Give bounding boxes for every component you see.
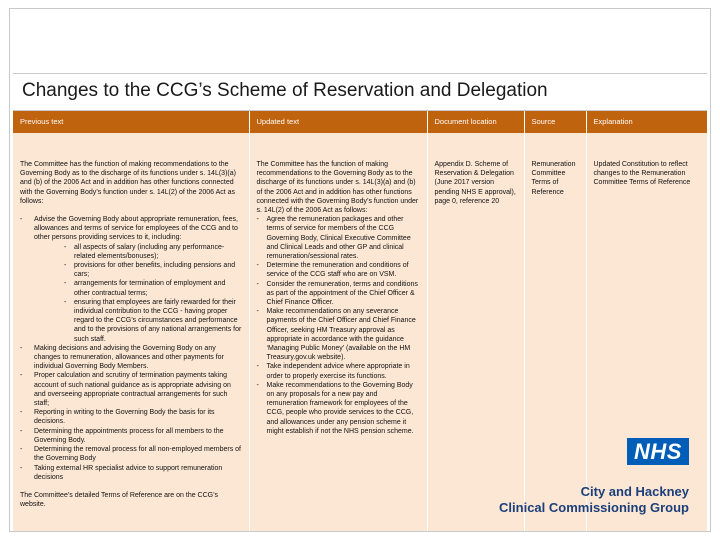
- table-header-row: [13, 111, 707, 133]
- nhs-logo: [500, 433, 705, 525]
- source-cell: Remuneration Committee Terms of Reference: [524, 133, 586, 531]
- previous-sublist: [64, 243, 243, 344]
- list-item: - Taking external HR specialist advice to support remuneration decisions: [20, 464, 243, 482]
- explanation-cell: Updated Constitution to reflect changes to the Remuneration Committee Terms of Reference: [586, 133, 707, 531]
- list-item: [20, 215, 243, 344]
- list-item: - Proper calculation and scrutiny of termination payments taking account of such national guidance as is appropriate advising on and overseeing appropriate contractual arrangements for such staff;: [20, 371, 243, 408]
- previous-text-cell: [13, 133, 249, 531]
- org-name-line2: Clinical Commissioning Group: [499, 500, 689, 515]
- list-item: - Consider the remuneration, terms and conditions as part of the appointment of the Chief Officer & Chief Finance Officer.: [257, 280, 421, 308]
- list-item: - Agree the remuneration packages and other terms of service for members of the CCG Governing Body, Clinical Executive Committee and Clinical Leads and other GP and clinical remuneration/sessional rates.: [257, 215, 421, 261]
- list-item: - all aspects of salary (including any performance-related elements/bonuses);: [64, 243, 243, 261]
- slide-title: Changes to the CCG’s Scheme of Reservation and Delegation: [22, 80, 548, 101]
- column-header-document-location: Document location: [427, 111, 524, 133]
- list-item: - Make recommendations on any severance payments of the Chief Officer and Chief Finance Officer, seeking HM Treasury approval as appropriate in accordance with the guidance ‘Managing Public Money’ (available on the HM Treasury.gov.uk website).: [257, 307, 421, 362]
- updated-intro: The Committee has the function of making recommendations to the Governing Body as to the discharge of its functions under s. 14L(3)(a) and (b) of the 2006 Act and in addition has other functions connected with the Governing Body’s function under s. 14L(2) of the 2006 Act as follows:: [256, 161, 419, 215]
- list-item: - arrangements for termination of employment and other contractual terms;: [64, 279, 243, 297]
- list-item: - Making decisions and advising the Governing Body on any changes to remuneration, allowances and other payments for individual Governing Body Members.: [20, 344, 243, 372]
- list-item: - Reporting in writing to the Governing Body the basis for its decisions.: [20, 408, 243, 426]
- previous-list: [20, 215, 243, 482]
- column-header-explanation: Explanation: [586, 111, 707, 133]
- column-header-previous-text: Previous text: [13, 111, 249, 133]
- previous-intro: The Committee has the function of making recommendations to the Governing Body as to the discharge of its functions under s. 14L(3)(a) and (b) of the 2006 Act and in addition has other functions connected with the Governing Body’s function under s. 14L(2) of the 2006 Act as follows:: [20, 161, 236, 205]
- org-name-line1: City and Hackney: [580, 484, 689, 499]
- list-item: - Take independent advice where appropriate in order to properly exercise its functions.: [257, 362, 421, 380]
- list-item: - Determine the remuneration and conditions of service of the CCG staff who are on VSM.: [257, 261, 421, 279]
- updated-text-cell: [249, 133, 427, 531]
- list-item: - ensuring that employees are fairly rewarded for their individual contribution to the CCG - having proper regard to the CCG’s circumstances and performance and to the provisions of any national arrangements for such staff.: [64, 298, 243, 344]
- list-item: - provisions for other benefits, including pensions and cars;: [64, 261, 243, 279]
- list-item: - Determining the appointments process for all members to the Governing Body.: [20, 427, 243, 445]
- list-item: - Determining the removal process for all non-employed members of the Governing Body: [20, 445, 243, 463]
- nhs-badge: NHS: [627, 438, 689, 465]
- list-item: - Make recommendations to the Governing Body on any proposals for a new pay and remuneration framework for employees of the CCG, people who provide services to the CCG, and allowances under any pension scheme it might establish if not the NHS pension scheme.: [257, 381, 421, 436]
- previous-footer: The Committee’s detailed Terms of Reference are on the CCG’s website.: [20, 491, 219, 509]
- list-item-text: Advise the Governing Body about appropriate remuneration, fees, allowances and terms of service for employees of the CCG and to other persons providing services to it, including:: [34, 216, 238, 242]
- column-header-updated-text: Updated text: [249, 111, 427, 133]
- column-header-source: Source: [524, 111, 586, 133]
- updated-list: [257, 215, 421, 436]
- document-location-cell: Appendix D. Scheme of Reservation & Delegation (June 2017 version pending NHS E approval), page 0, reference 20: [427, 133, 524, 531]
